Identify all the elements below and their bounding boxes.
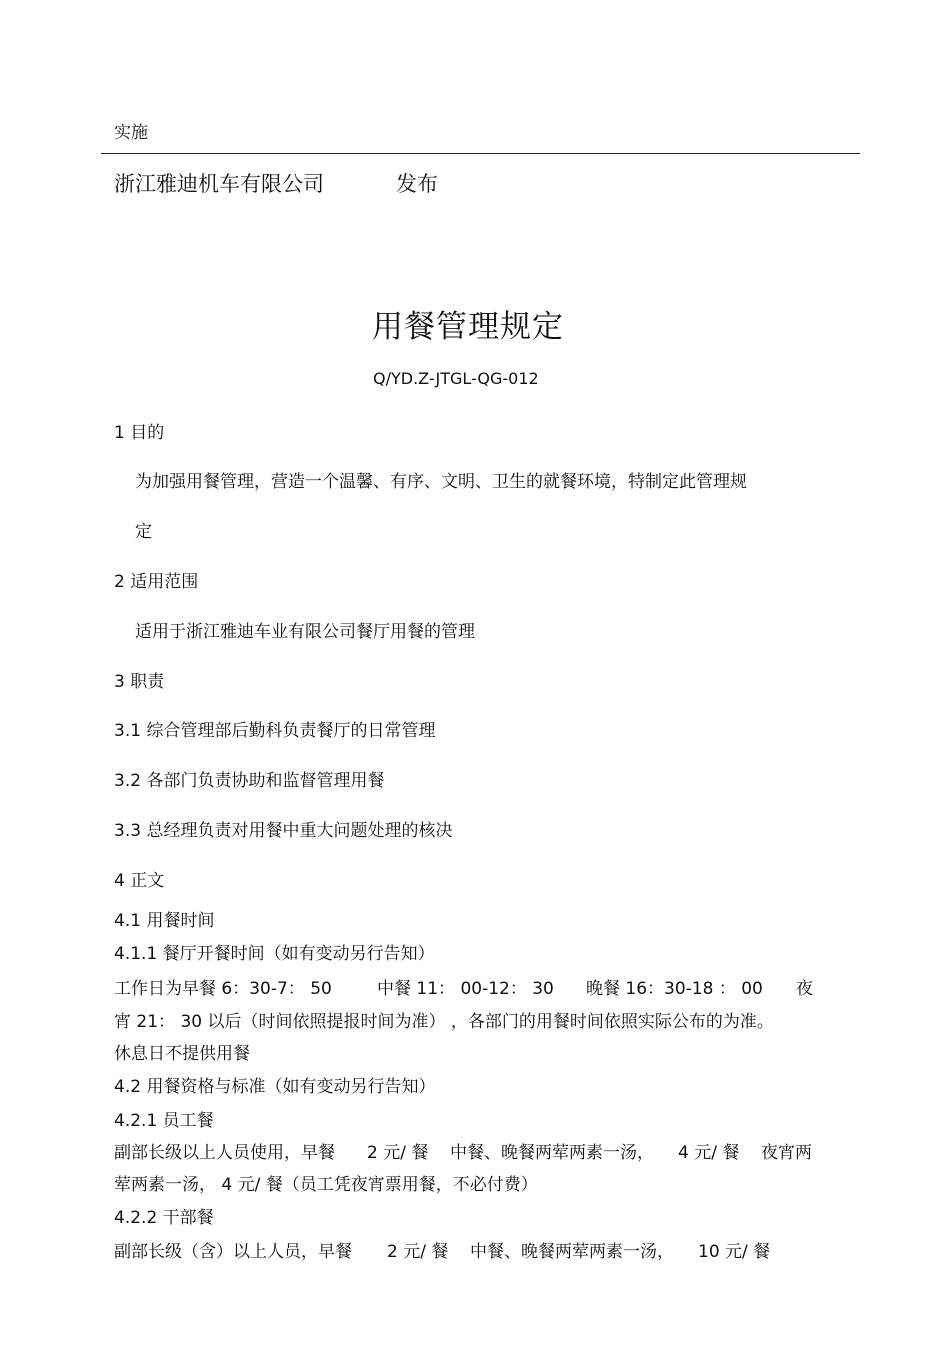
document-code: Q/YD.Z-JTGL-QG-012	[373, 369, 539, 388]
section-3-2: 3.2 各部门负责协助和监督管理用餐	[114, 771, 385, 791]
meal-time-line3: 休息日不提供用餐	[114, 1044, 250, 1064]
section-4-heading: 4 正文	[114, 871, 165, 891]
cadre-meal-a: 副部长级（含）以上人员，早餐	[114, 1242, 352, 1262]
staff-meal-d: 4 元/ 餐	[678, 1143, 740, 1163]
staff-meal-e: 夜宵两	[761, 1143, 812, 1163]
meal-time-d: 夜	[796, 979, 813, 999]
section-3-3: 3.3 总经理负责对用餐中重大问题处理的核决	[114, 821, 453, 841]
staff-meal-a: 副部长级以上人员使用，早餐	[114, 1143, 335, 1163]
header-divider	[101, 153, 860, 154]
section-4-1: 4.1 用餐时间	[114, 911, 215, 931]
staff-meal-c: 中餐、晚餐两荤两素一汤，	[450, 1143, 654, 1163]
section-3-heading: 3 职责	[114, 672, 165, 692]
section-4-1-1: 4.1.1 餐厅开餐时间（如有变动另行告知）	[114, 944, 435, 964]
section-4-2-1: 4.2.1 员工餐	[114, 1111, 214, 1131]
section-1-text-cont: 定	[135, 522, 152, 542]
section-2-text: 适用于浙江雅迪车业有限公司餐厅用餐的管理	[135, 622, 475, 642]
staff-meal-line2: 荤两素一汤， 4 元/ 餐（员工凭夜宵票用餐，不必付费）	[114, 1175, 538, 1195]
publish-label: 发布	[396, 172, 438, 196]
section-1-heading: 1 目的	[114, 423, 165, 443]
section-1-text: 为加强用餐管理，营造一个温馨、有序、文明、卫生的就餐环境，特制定此管理规	[135, 472, 747, 492]
implement-label: 实施	[114, 123, 148, 143]
section-4-2: 4.2 用餐资格与标准（如有变动另行告知）	[114, 1077, 436, 1097]
section-2-heading: 2 适用范围	[114, 572, 199, 592]
cadre-meal-d: 10 元/ 餐	[698, 1242, 771, 1262]
section-4-2-2: 4.2.2 干部餐	[114, 1208, 214, 1228]
meal-time-line2: 宵 21： 30 以后（时间依照提报时间为准） ，各部门的用餐时间依照实际公布的为准。	[114, 1012, 774, 1032]
staff-meal-b: 2 元/ 餐	[367, 1143, 429, 1163]
section-3-1: 3.1 综合管理部后勤科负责餐厅的日常管理	[114, 721, 436, 741]
meal-time-c: 晚餐 16：30-18 ： 00	[586, 979, 763, 999]
company-name: 浙江雅迪机车有限公司	[114, 172, 324, 196]
meal-time-b: 中餐 11： 00-12： 30	[377, 979, 554, 999]
document-title: 用餐管理规定	[372, 309, 564, 345]
meal-time-a: 工作日为早餐 6：30-7： 50	[114, 979, 332, 999]
cadre-meal-b: 2 元/ 餐	[387, 1242, 449, 1262]
cadre-meal-c: 中餐、晚餐两荤两素一汤，	[470, 1242, 674, 1262]
